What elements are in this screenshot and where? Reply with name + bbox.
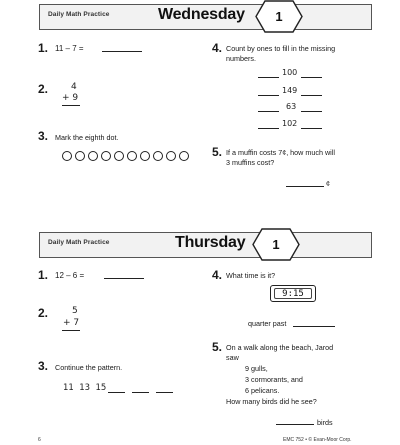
- wed-q3-number: 3.: [38, 129, 49, 143]
- dot[interactable]: [114, 151, 124, 161]
- wednesday-week-badge: [255, 0, 303, 33]
- thu-q2-bottom: + 7: [63, 318, 80, 328]
- wed-q1-answer-blank[interactable]: [102, 43, 142, 52]
- wed-q4-text-line1: Count by ones to fill in the missing: [226, 44, 336, 53]
- wed-q4-blank-after[interactable]: [301, 120, 322, 129]
- thu-q5-line2: saw: [226, 353, 239, 362]
- wed-q4-blank-after[interactable]: [301, 87, 322, 96]
- wed-q4-value: 100: [282, 68, 298, 77]
- thu-q1-number: 1.: [38, 268, 49, 282]
- wed-q5-number: 5.: [212, 145, 223, 159]
- thu-q1-answer-blank[interactable]: [104, 270, 144, 279]
- thu-q3-pattern-blank[interactable]: [108, 384, 125, 393]
- thu-q2-number: 2.: [38, 306, 49, 320]
- wed-q2-top: 4: [71, 82, 77, 92]
- wed-q4-blank-before[interactable]: [258, 69, 279, 78]
- wed-q4-row: [258, 103, 328, 113]
- thu-q3-pattern-blank[interactable]: [132, 384, 149, 393]
- dot[interactable]: [127, 151, 137, 161]
- wed-q4-blank-before[interactable]: [258, 120, 279, 129]
- dot[interactable]: [101, 151, 111, 161]
- thu-q5-answer-blank[interactable]: [276, 416, 314, 425]
- thu-q5-line3: 9 gulls,: [245, 364, 268, 373]
- thu-q3-pattern-blank[interactable]: [156, 384, 173, 393]
- publisher-credit: EMC 752 • © Evan-Moor Corp.: [283, 437, 352, 443]
- wed-q4-blank-after[interactable]: [301, 103, 322, 112]
- thu-q4-number: 4.: [212, 268, 223, 282]
- wed-q2-number: 2.: [38, 82, 49, 96]
- wednesday-header-label: Daily Math Practice: [48, 11, 110, 18]
- clock-time: 9:15: [274, 288, 312, 299]
- wed-q5-unit: ¢: [326, 179, 330, 188]
- wednesday-header: [39, 4, 372, 30]
- wed-q4-row: [258, 87, 328, 97]
- wed-q2-bottom: + 9: [62, 93, 79, 103]
- thu-q5-line6: How many birds did he see?: [226, 397, 317, 406]
- wed-q1-text: 11 – 7 =: [55, 44, 84, 53]
- dot[interactable]: [179, 151, 189, 161]
- dot[interactable]: [140, 151, 150, 161]
- thursday-week-badge: [252, 228, 300, 261]
- wed-q1-number: 1.: [38, 41, 49, 55]
- thu-q5-line5: 6 pelicans.: [245, 386, 280, 395]
- thursday-day-title: Thursday: [175, 234, 246, 251]
- thu-q5-unit: birds: [317, 418, 333, 427]
- page-number: 6: [38, 437, 41, 443]
- dot[interactable]: [153, 151, 163, 161]
- thu-q4-answer-blank[interactable]: [293, 318, 335, 327]
- wed-q4-value: 149: [282, 86, 298, 95]
- wed-q4-number: 4.: [212, 41, 223, 55]
- thu-q4-text: What time is it?: [226, 271, 276, 280]
- wed-q4-value: 63: [286, 102, 297, 111]
- dot[interactable]: [75, 151, 85, 161]
- digital-clock: [270, 285, 316, 302]
- thu-q3-pattern: 11 13 15: [63, 383, 107, 393]
- thu-q3-number: 3.: [38, 359, 49, 373]
- wed-q4-row: [258, 120, 328, 130]
- thursday-header-label: Daily Math Practice: [48, 239, 110, 246]
- dot[interactable]: [88, 151, 98, 161]
- wed-q5-answer-blank[interactable]: [286, 178, 324, 187]
- thursday-header: [39, 232, 372, 258]
- wednesday-week-number: 1: [275, 9, 283, 24]
- thu-q3-text: Continue the pattern.: [55, 363, 123, 372]
- thu-q5-line1: On a walk along the beach, Jarod: [226, 343, 334, 352]
- thu-q5-number: 5.: [212, 340, 223, 354]
- wed-q4-blank-before[interactable]: [258, 87, 279, 96]
- wed-q3-text: Mark the eighth dot.: [55, 133, 119, 142]
- wed-q5-text-line2: 3 muffins cost?: [226, 158, 275, 167]
- wednesday-day-title: Wednesday: [158, 6, 245, 23]
- thu-q5-line4: 3 cormorants, and: [245, 375, 303, 384]
- dot[interactable]: [166, 151, 176, 161]
- thursday-week-number: 1: [272, 237, 280, 252]
- wed-q4-blank-after[interactable]: [301, 69, 322, 78]
- thu-q1-text: 12 – 6 =: [55, 271, 85, 280]
- wed-q4-value: 102: [282, 119, 298, 128]
- thu-q4-answer-prefix: quarter past: [248, 319, 287, 328]
- thu-q2-sum-line: [62, 330, 80, 331]
- thu-q2-top: 5: [72, 306, 78, 316]
- dot[interactable]: [62, 151, 72, 161]
- wed-q4-text-line2: numbers.: [226, 54, 256, 63]
- wed-q5-text-line1: If a muffin costs 7¢, how much will: [226, 148, 335, 157]
- wed-q2-sum-line: [62, 105, 80, 106]
- wed-q4-row: [258, 69, 328, 79]
- wed-q4-blank-before[interactable]: [258, 103, 279, 112]
- wed-q3-dot-row: [62, 151, 197, 163]
